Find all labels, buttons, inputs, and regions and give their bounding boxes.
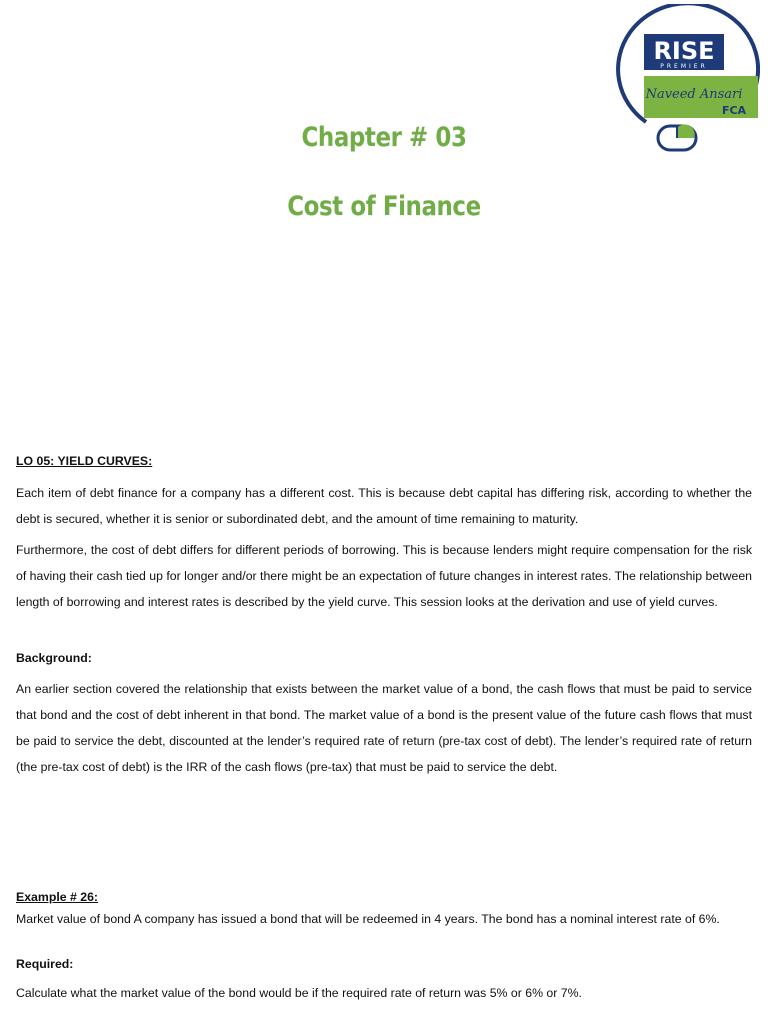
chapter-number: Chapter # 03 bbox=[301, 122, 467, 153]
chapter-title: Cost of Finance bbox=[287, 191, 481, 222]
logo-brand: RISE bbox=[653, 37, 715, 65]
logo-suffix: FCA bbox=[721, 104, 747, 117]
required-label: Required: bbox=[16, 957, 74, 971]
section-heading: LO 05: YIELD CURVES: bbox=[16, 454, 153, 468]
logo-name: Naveed Ansari bbox=[645, 87, 743, 102]
paragraph: Furthermore, the cost of debt differs for different periods of borrowing. This is because lenders might require compensation for the risk of having their cash tied up for longer and/or there might be an expectation of future changes in interest rates. The relationship between length of borrowing and interest rates is described by the yield curve. This session looks at the derivation and use of yield curves. bbox=[16, 543, 752, 609]
example-heading: Example # 26: bbox=[16, 890, 99, 904]
paragraph: Each item of debt finance for a company has a different cost. This is because debt capital has differing risk, according to whether the debt is secured, whether it is senior or subordinated debt, and the amount of time remaining to maturity. bbox=[16, 486, 752, 526]
example-text: Market value of bond A company has issued a bond that will be redeemed in 4 years. The bond has a nominal interest rate of 6%. bbox=[16, 912, 720, 926]
logo-sub: PREMIER bbox=[660, 63, 708, 70]
required-text: Calculate what the market value of the bond would be if the required rate of return was 5% or 6% or 7%. bbox=[16, 986, 582, 1000]
background-heading: Background: bbox=[16, 651, 92, 665]
background-paragraph: An earlier section covered the relationship that exists between the market value of a bond, the cash flows that must be paid to service that bond and the cost of debt inherent in that bond. The market value of a bond is the present value of the future cash flows that must be paid to service the debt, discounted at the lender’s required rate of return (pre-tax cost of debt). The lender’s required rate of return (the pre-tax cost of debt) is the IRR of the cash flows (pre-tax) that must be paid to service the debt. bbox=[16, 682, 752, 774]
